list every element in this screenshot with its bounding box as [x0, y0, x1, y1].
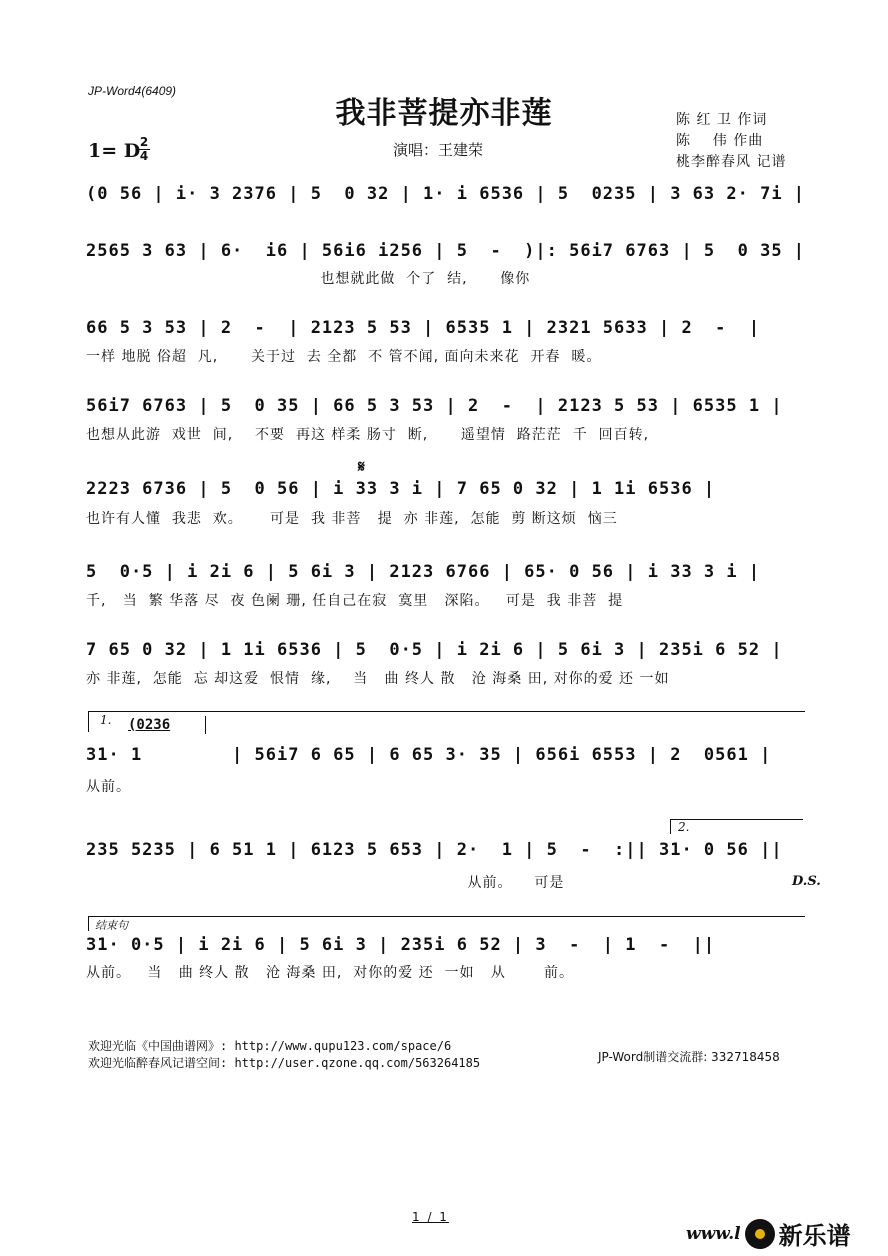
first-ending-intro: (0236 — [128, 717, 171, 733]
notation-line-8: 31· 1 | 56i7 6 65 | 6 65 3· 35 | 656i 6553 | 2 0561 | — [86, 745, 772, 765]
first-ending-bracket — [88, 711, 805, 732]
lyric-line-9: 从前。 可是 — [86, 875, 565, 891]
lyric-line-6: 千, 当 繁 华落 尽 夜 色阑 珊, 任自己在寂 寞里 深陷。 可是 我 非菩 提 — [86, 593, 624, 609]
notation-line-5: 2223 6736 | 5 0 56 | i 33 3 i | 7 65 0 32 | 1 1i 6536 | — [86, 479, 716, 499]
composer-credit: 陈 伟 作曲 — [676, 133, 764, 149]
coda-bracket — [88, 916, 805, 931]
lyric-line-4: 也想从此游 戏世 间, 不要 再这 样柔 肠寸 断, 遥望情 路茫茫 千 回百转, — [86, 427, 650, 443]
lyric-line-10: 从前。 当 曲 终人 散 沧 海桑 田, 对你的爱 还 一如 从 前。 — [86, 965, 575, 981]
notation-line-7: 7 65 0 32 | 1 1i 6536 | 5 0·5 | i 2i 6 | 5 6i 3 | 235i 6 52 | — [86, 640, 783, 660]
segno-sign: 𝄋 — [358, 457, 365, 476]
time-top: 2 — [139, 135, 149, 149]
first-ending-label: 1. — [100, 713, 112, 727]
site-logo — [686, 1216, 851, 1251]
singer: 演唱：王建荣 — [393, 141, 484, 159]
footer-links — [88, 1038, 480, 1072]
time-bottom: 4 — [139, 149, 149, 163]
page-number: 1 / 1 — [412, 1210, 449, 1224]
first-ending-divider — [205, 716, 206, 734]
coda-label: 结束句 — [95, 919, 128, 932]
lyric-line-7: 亦 非莲, 怎能 忘 却这爱 恨情 缘, 当 曲 终人 散 沧 海桑 田, 对你的爱 还 一如 — [86, 671, 670, 687]
notation-line-10: 31· 0·5 | i 2i 6 | 5 6i 3 | 235i 6 52 | 3 - | 1 - || — [86, 935, 716, 955]
song-title: 我非菩提亦非莲 — [335, 96, 553, 131]
lyric-line-3: 一样 地脱 俗超 凡, 关于过 去 全都 不 管不闻, 面向未来花 开春 暖。 — [86, 349, 602, 365]
notation-line-2: 2565 3 63 | 6· i6 | 56i6 i256 | 5 - )|: 56i7 6763 | 5 0 35 | — [86, 241, 806, 261]
notation-line-3: 66 5 3 53 | 2 - | 2123 5 53 | 6535 1 | 2321 5633 | 2 - | — [86, 318, 761, 338]
lyricist-credit: 陈 红 卫 作词 — [676, 112, 768, 128]
record-disc-icon — [745, 1219, 775, 1249]
lyric-line-8: 从前。 — [86, 779, 131, 795]
second-ending-bracket — [670, 819, 803, 834]
dal-segno-mark: D.S. — [792, 874, 821, 889]
second-ending-label: 2. — [678, 820, 690, 834]
notation-line-1: (0 56 | i· 3 2376 | 5 0 32 | 1· i 6536 | 5 0235 | 3 63 2· 7i | — [86, 184, 806, 204]
qq-group: JP-Word制谱交流群: 332718458 — [598, 1050, 780, 1064]
logo-name: 新乐谱 — [778, 1222, 851, 1250]
logo-web-text: www.l — [686, 1223, 741, 1244]
lyric-line-5: 也许有人懂 我悲 欢。 可是 我 非菩 提 亦 非莲, 怎能 剪 断这烦 恼三 — [86, 511, 618, 527]
lyric-line-2: 也想就此做 个了 结, 像你 — [86, 271, 531, 287]
notation-line-4: 56i7 6763 | 5 0 35 | 66 5 3 53 | 2 - | 2123 5 53 | 6535 1 | — [86, 396, 783, 416]
transcriber-credit: 桃李醉春风 记谱 — [676, 154, 787, 170]
footer-link-qzone[interactable]: 欢迎光临醉春风记谱空间: http://user.qzone.qq.com/563264185 — [88, 1056, 481, 1070]
software-version: JP-Word4(6409) — [88, 84, 177, 98]
notation-line-9: 235 5235 | 6 51 1 | 6123 5 653 | 2· 1 | 5 - :|| 31· 0 56 || — [86, 840, 783, 860]
key-signature: 1= D — [88, 140, 141, 162]
credits — [676, 110, 786, 173]
notation-line-6: 5 0·5 | i 2i 6 | 5 6i 3 | 2123 6766 | 65· 0 56 | i 33 3 i | — [86, 562, 761, 582]
footer-link-qupu[interactable]: 欢迎光临《中国曲谱网》: http://www.qupu123.com/space/6 — [88, 1039, 452, 1053]
time-signature — [137, 136, 151, 163]
